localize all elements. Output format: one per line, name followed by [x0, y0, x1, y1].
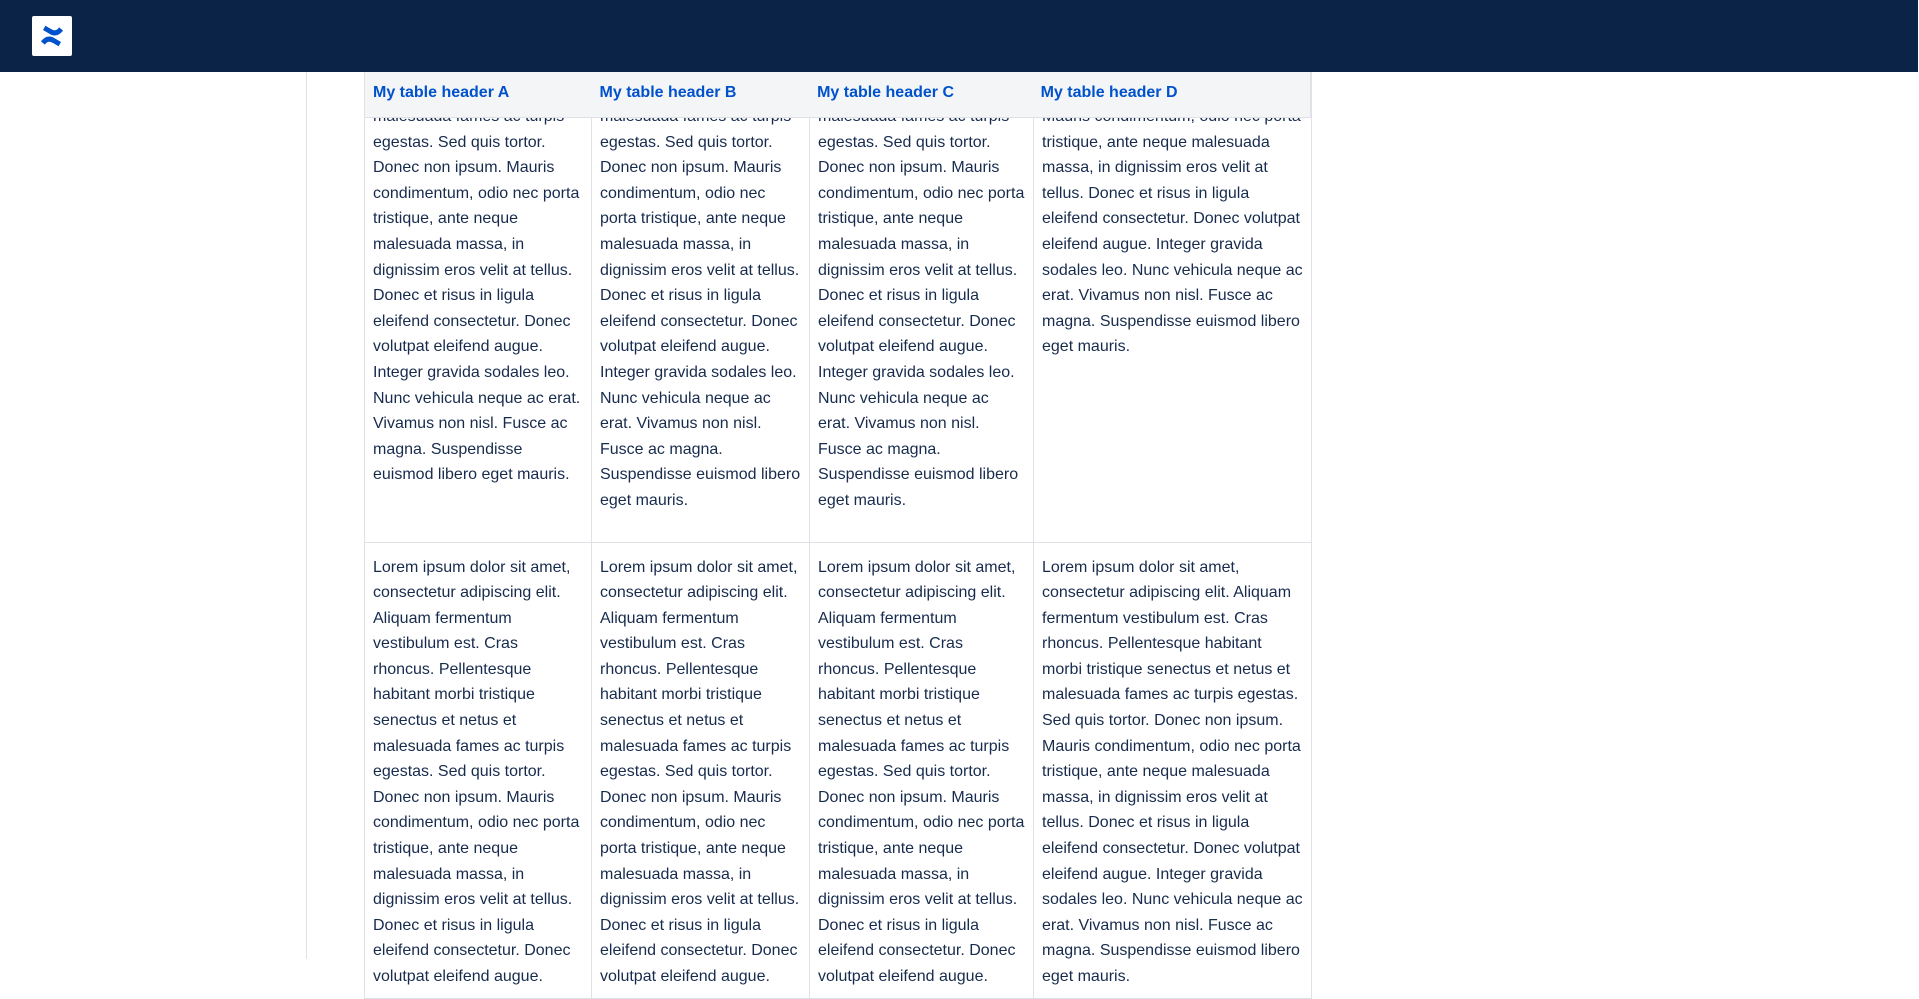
- cell-text: egestas. Sed quis tortor. Donec non ipsum. Mauris condimentum, odio nec porta tristique, ante neque malesuada massa, in dignissim eros velit at tellus. Donec et risus in ligula eleifend consectetur. Donec volutpat eleifend augue. Integer gravida sodales leo. Nunc vehicula neque ac erat. Vivamus non nisl. Fusce ac magna. Suspendisse euismod libero eget mauris.: [818, 133, 1025, 509]
- table-header-c[interactable]: My table header C: [817, 84, 954, 101]
- table-cell: [365, 542, 592, 998]
- table-container: [364, 72, 1311, 985]
- table-header-b[interactable]: My table header B: [599, 84, 737, 101]
- table-cell: [1034, 68, 1312, 543]
- table-row: [365, 542, 1312, 998]
- table-row: [365, 68, 1312, 543]
- table-header-d[interactable]: My table header D: [1040, 84, 1178, 101]
- table-cell: [592, 542, 810, 998]
- table-cell: [592, 68, 810, 543]
- cell-text: Lorem ipsum dolor sit amet, consectetur adipiscing elit. Aliquam fermentum vestibulum est. Cras rhoncus. Pellentesque habitant morbi tristique senectus et netus et malesuada fames ac turpis egestas. Sed quis tortor. Donec non ipsum. Mauris condimentum, odio nec porta tristique, ante neque malesuada massa, in dignissim eros velit at tellus. Donec et risus in ligula eleifend consectetur. Donec volutpat eleifend augue.: [818, 558, 1025, 985]
- table-cell: [810, 68, 1034, 543]
- cell-text: Lorem ipsum dolor sit amet, consectetur adipiscing elit. Aliquam fermentum vestibulum est. Cras rhoncus. Pellentesque habitant morbi tristique senectus et netus et malesuada fames ac turpis egestas. Sed quis tortor. Donec non ipsum. Mauris condimentum, odio nec porta tristique, ante neque malesuada massa, in dignissim eros velit at tellus. Donec et risus in ligula eleifend consectetur. Donec volutpat eleifend augue.: [373, 558, 580, 985]
- confluence-logo-glyph: [38, 22, 66, 50]
- table-cell: [1034, 542, 1312, 998]
- cell-text: Lorem ipsum dolor sit amet, consectetur adipiscing elit. Aliquam fermentum vestibulum est. Cras rhoncus. Pellentesque habitant morbi tristique senectus et netus et malesuada fames ac turpis egestas. Sed quis tortor. Donec non ipsum. Mauris condimentum, odio nec porta tristique, ante neque malesuada massa, in dignissim eros velit at tellus. Donec et risus in ligula eleifend consectetur. Donec volutpat eleifend augue. Integer gravida sodales leo. Nunc vehicula neque ac erat. Vivamus non nisl. Fusce ac magna. Suspendisse euismod libero eget mauris.: [1042, 558, 1303, 985]
- cell-text: Lorem ipsum dolor sit amet, consectetur adipiscing elit. Aliquam fermentum vestibulum est. Cras rhoncus. Pellentesque habitant morbi tristique senectus et netus et malesuada fames ac turpis egestas. Sed quis tortor. Donec non ipsum. Mauris condimentum, odio nec porta tristique, ante neque malesuada massa, in dignissim eros velit at tellus. Donec et risus in ligula eleifend consectetur. Donec volutpat eleifend augue.: [600, 558, 800, 985]
- table-cell: [810, 542, 1034, 998]
- cell-text: egestas. Sed quis tortor. Donec non ipsum. Mauris condimentum, odio nec porta tristique, ante neque malesuada massa, in dignissim eros velit at tellus. Donec et risus in ligula eleifend consectetur. Donec volutpat eleifend augue. Integer gravida sodales leo. Nunc vehicula neque ac erat. Vivamus non nisl. Fusce ac magna. Suspendisse euismod libero eget mauris.: [373, 133, 581, 484]
- data-table: [364, 67, 1312, 999]
- top-navigation-bar: [0, 0, 1918, 72]
- cell-text: tristique, ante neque malesuada massa, in dignissim eros velit at tellus. Donec et risus in ligula eleifend consectetur. Donec volutpat eleifend augue. Integer gravida sodales leo. Nunc vehicula neque ac erat. Vivamus non nisl. Fusce ac magna. Suspendisse euismod libero eget mauris.: [1042, 133, 1303, 356]
- table-cell: [365, 68, 592, 543]
- cell-text: egestas. Sed quis tortor. Donec non ipsum. Mauris condimentum, odio nec porta tristique, ante neque malesuada massa, in dignissim eros velit at tellus. Donec et risus in ligula eleifend consectetur. Donec volutpat eleifend augue. Integer gravida sodales leo. Nunc vehicula neque ac erat. Vivamus non nisl. Fusce ac magna. Suspendisse euismod libero eget mauris.: [600, 133, 801, 509]
- page-content: [306, 72, 1919, 985]
- sticky-table-header: [364, 72, 1311, 118]
- confluence-logo-icon[interactable]: [32, 16, 72, 56]
- table-header-a[interactable]: My table header A: [373, 84, 510, 101]
